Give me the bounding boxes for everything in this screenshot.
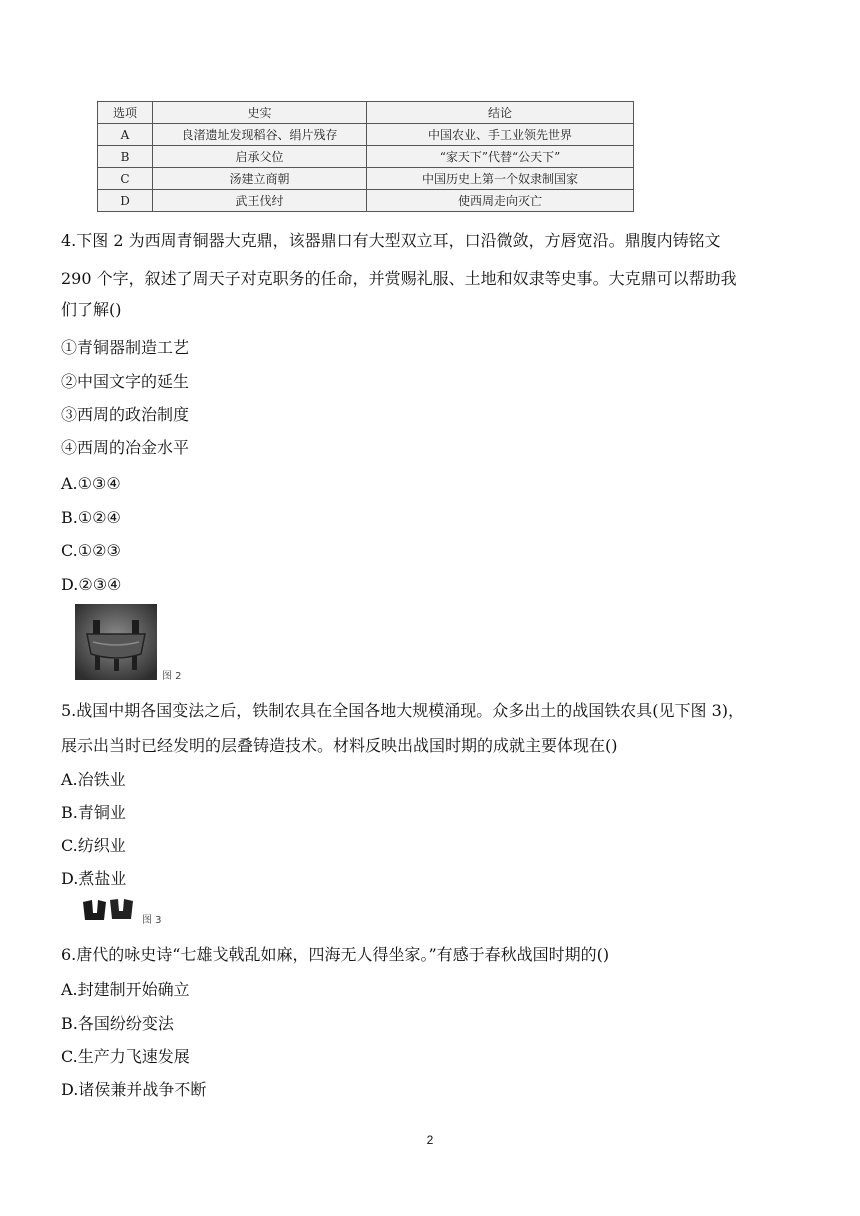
q4-option-c[interactable]: C.①②③ <box>61 541 121 560</box>
iron-tools-photo <box>80 898 136 922</box>
table-header-cell: 结论 <box>367 102 634 124</box>
q6-stem-line: 6.唐代的咏史诗“七雄戈戟乱如麻，四海无人得坐家。”有感于春秋战国时期的() <box>61 945 610 964</box>
page-number: 2 <box>426 1133 434 1147</box>
q5-option-a[interactable]: A.冶铁业 <box>61 770 126 789</box>
figure-2-label: 图 2 <box>162 671 182 682</box>
table-header-cell: 史实 <box>153 102 367 124</box>
table-cell: A <box>98 124 153 146</box>
q6-option-a[interactable]: A.封建制开始确立 <box>61 980 190 999</box>
table-cell: 启承父位 <box>153 146 367 168</box>
q4-item: ②中国文字的延生 <box>61 372 190 391</box>
table-header-row <box>98 102 634 124</box>
figure-3-label: 图 3 <box>142 915 162 926</box>
table-cell: 汤建立商朝 <box>153 168 367 190</box>
table-cell: 良渚遗址发现稻谷、绢片残存 <box>153 124 367 146</box>
q4-item: ③西周的政治制度 <box>61 405 190 424</box>
q6-option-d[interactable]: D.诸侯兼并战争不断 <box>61 1080 207 1099</box>
table-cell: 中国农业、手工业领先世界 <box>367 124 634 146</box>
q5-option-c[interactable]: C.纺织业 <box>61 836 126 855</box>
q5-stem-line: 5.战国中期各国变法之后，铁制农具在全国各地大规模涌现。众多出土的战国铁农具(见下图 3)， <box>61 701 745 720</box>
table-cell: 武王伐纣 <box>153 190 367 212</box>
table-cell: C <box>98 168 153 190</box>
q4-item: ④西周的冶金水平 <box>61 438 190 457</box>
q5-option-b[interactable]: B.青铜业 <box>61 803 126 822</box>
table-cell: 中国历史上第一个奴隶制国家 <box>367 168 634 190</box>
table-header-cell: 选项 <box>98 102 153 124</box>
q4-stem-line: 4.下图 2 为西周青铜器大克鼎，该器鼎口有大型双立耳，口沿微敛，方唇宽沿。鼎腹内铸铭文 <box>61 231 721 250</box>
table-cell: D <box>98 190 153 212</box>
q4-stem-line: 们了解() <box>61 300 122 319</box>
q4-option-a[interactable]: A.①③④ <box>61 474 121 493</box>
q6-option-b[interactable]: B.各国纷纷变法 <box>61 1014 174 1033</box>
table-cell: 使西周走向灭亡 <box>367 190 634 212</box>
q4-option-b[interactable]: B.①②④ <box>61 508 121 527</box>
q5-stem-line: 展示出当时已经发明的层叠铸造技术。材料反映出战国时期的成就主要体现在() <box>61 736 618 755</box>
table-row <box>98 168 634 190</box>
bronze-ding-photo <box>75 604 157 680</box>
table-cell: B <box>98 146 153 168</box>
q4-item: ①青铜器制造工艺 <box>61 338 190 357</box>
history-options-table <box>97 101 634 212</box>
q6-option-c[interactable]: C.生产力飞速发展 <box>61 1047 190 1066</box>
q5-option-d[interactable]: D.煮盐业 <box>61 869 127 888</box>
table-row <box>98 190 634 212</box>
table-row <box>98 146 634 168</box>
table-cell: “家天下”代替“公天下” <box>367 146 634 168</box>
q4-stem-line: 290 个字，叙述了周天子对克职务的任命，并赏赐礼服、土地和奴隶等史事。大克鼎可以帮助我 <box>61 269 737 288</box>
q4-option-d[interactable]: D.②③④ <box>61 575 122 594</box>
table-row <box>98 124 634 146</box>
